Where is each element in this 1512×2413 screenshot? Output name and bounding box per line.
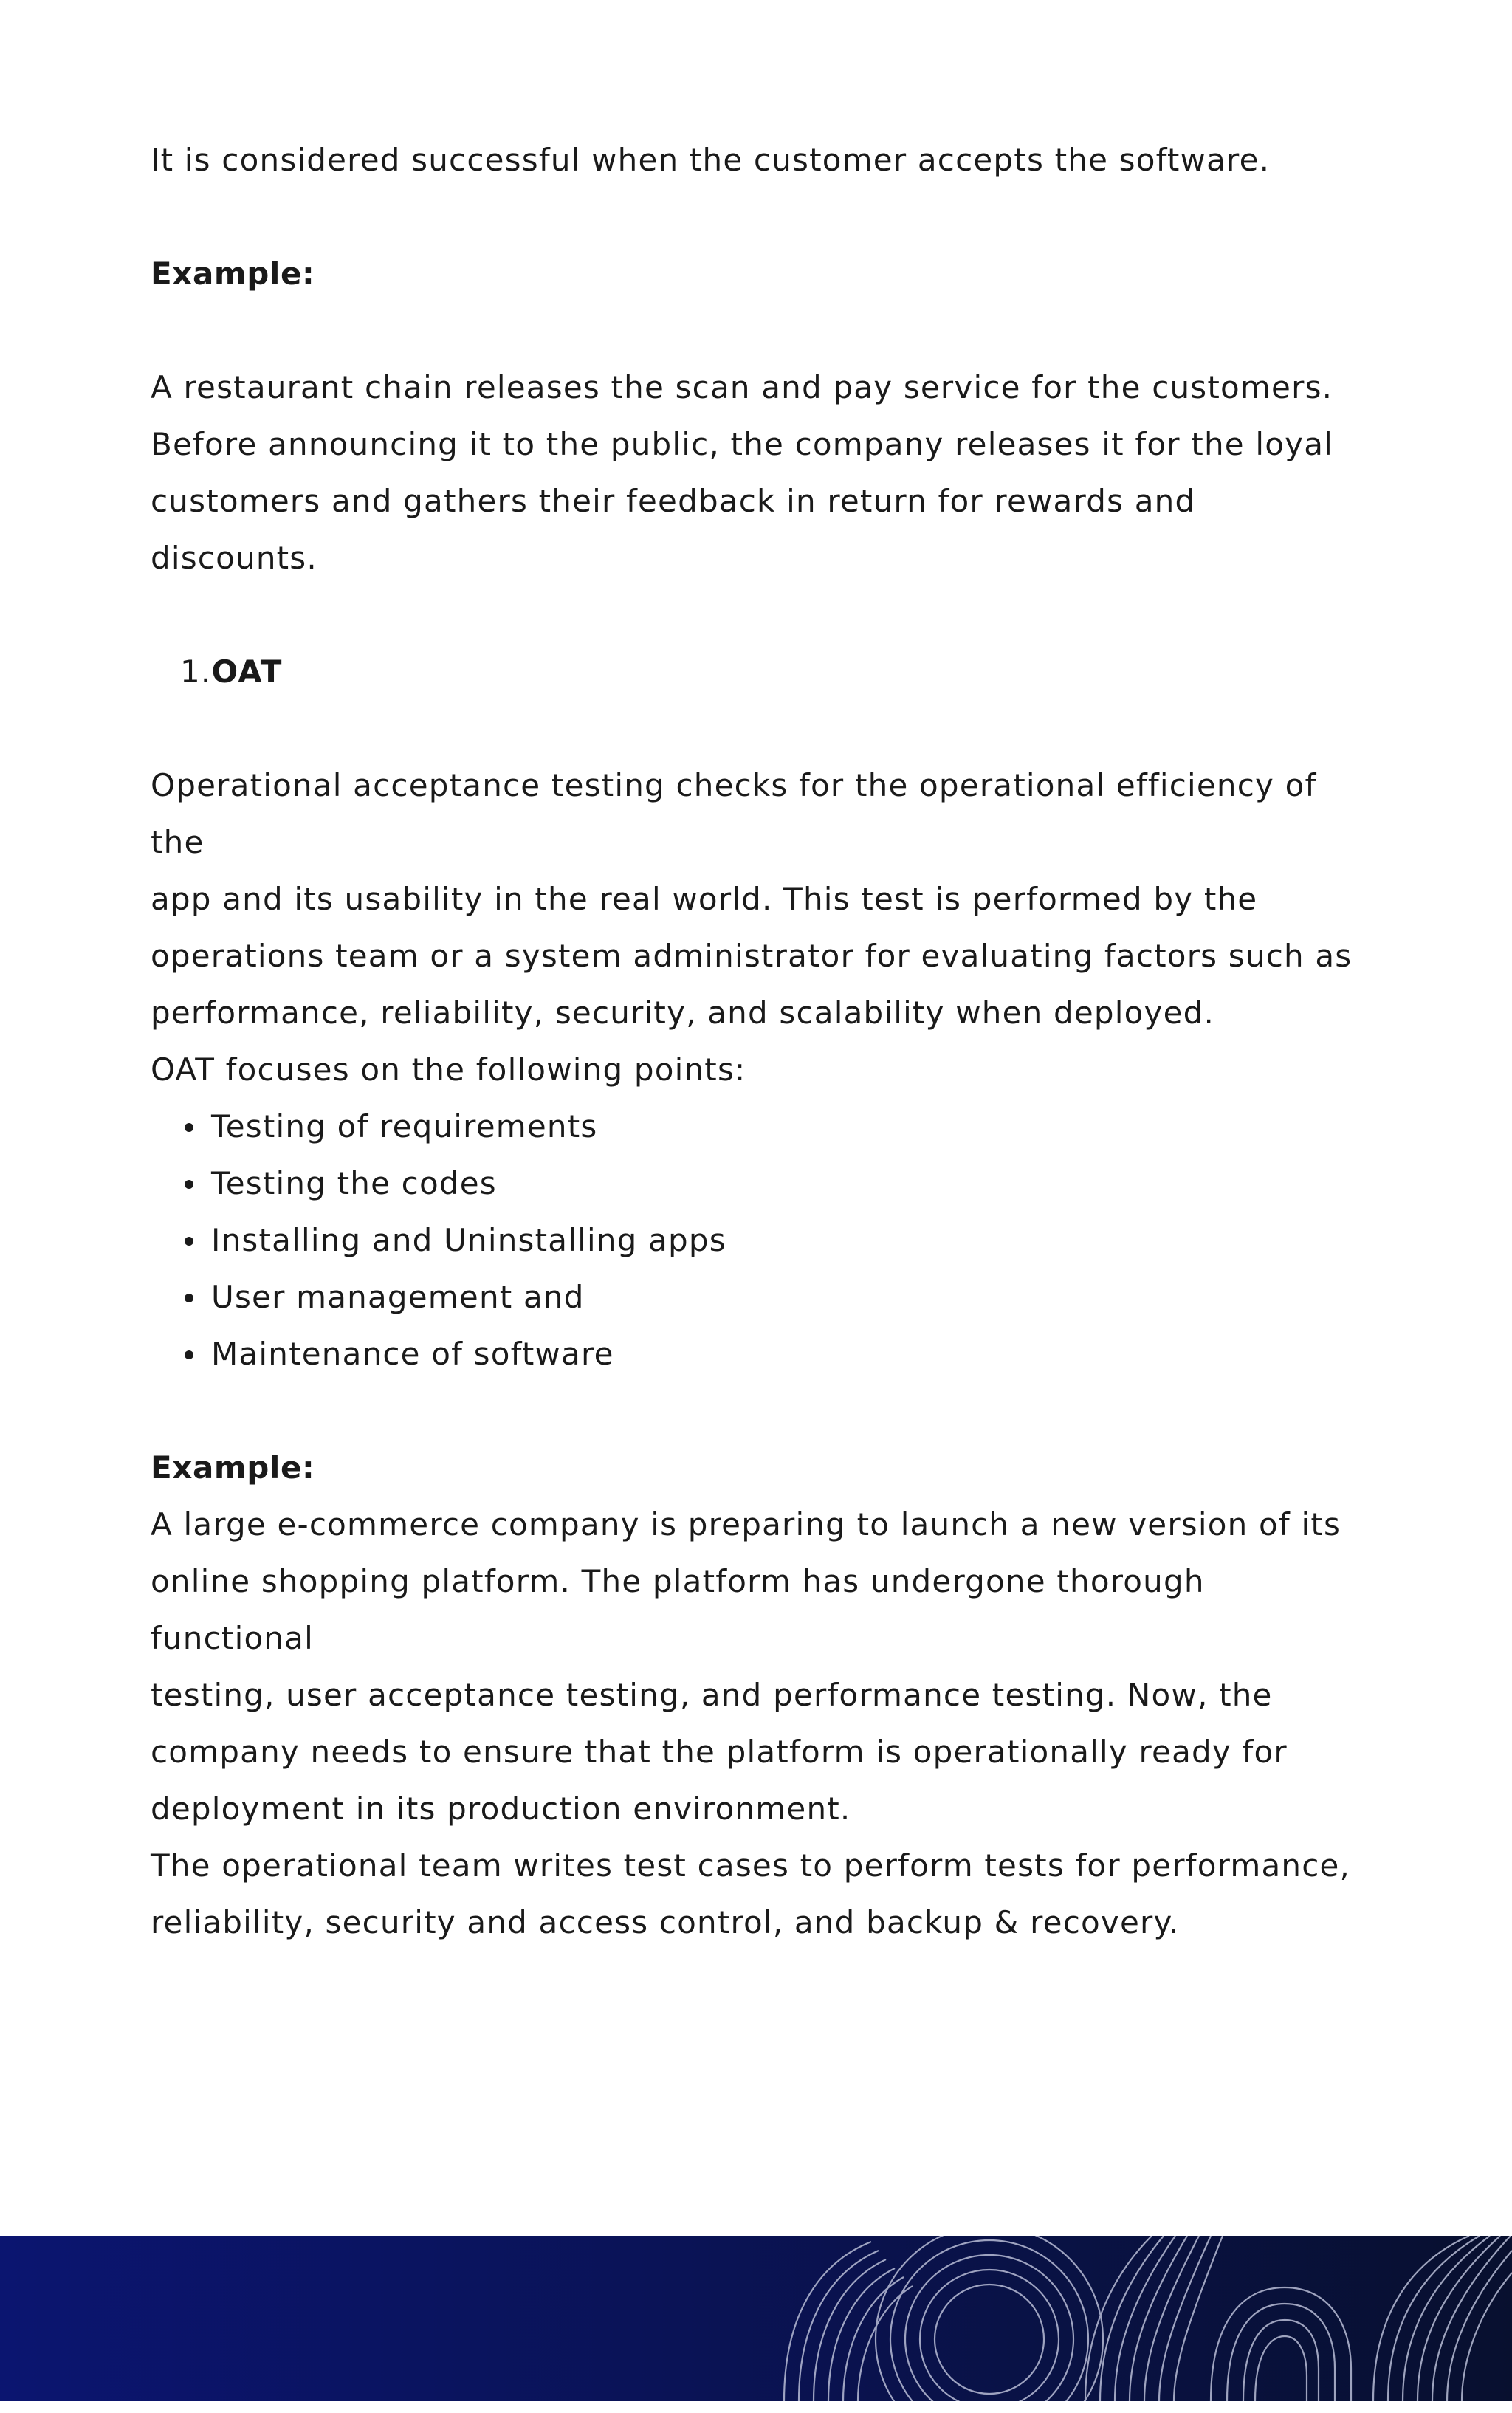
example-2-line: company needs to ensure that the platform is operationally ready for xyxy=(151,1734,1288,1770)
list-item: User management and xyxy=(151,1269,1361,1325)
example-1-line: A restaurant chain releases the scan and pay service for the customers. xyxy=(151,369,1333,405)
section-heading-oat xyxy=(151,643,1361,700)
page-bottom-margin xyxy=(0,2401,1512,2413)
example-heading-2: Example: xyxy=(151,1449,315,1486)
oat-paragraph-line: performance, reliability, security, and scalability when deployed. xyxy=(151,995,1215,1031)
list-item: Installing and Uninstalling apps xyxy=(151,1212,1361,1269)
example-2-line: testing, user acceptance testing, and performance testing. Now, the xyxy=(151,1677,1273,1713)
list-item: Testing of requirements xyxy=(151,1098,1361,1155)
example-heading-1: Example: xyxy=(151,255,315,292)
example-2-line: The operational team writes test cases to perform tests for performance, xyxy=(151,1847,1351,1884)
oat-paragraph-line: app and its usability in the real world. This test is performed by the xyxy=(151,881,1258,917)
list-item: Maintenance of software xyxy=(151,1325,1361,1382)
example-2-line: deployment in its production environment. xyxy=(151,1791,851,1827)
section-title: OAT xyxy=(211,653,283,690)
oat-points-list xyxy=(151,1098,1361,1382)
oat-paragraph-line: Operational acceptance testing checks for the operational efficiency of the xyxy=(151,767,1317,860)
oat-focus-intro: OAT focuses on the following points: xyxy=(151,1051,746,1088)
example-1-line: Before announcing it to the public, the company releases it for the loyal xyxy=(151,426,1333,462)
oat-paragraph-line: operations team or a system administrator for evaluating factors such as xyxy=(151,938,1353,974)
example-2-line: reliability, security and access control, and backup & recovery. xyxy=(151,1904,1180,1940)
example-2-line: A large e-commerce company is preparing to launch a new version of its xyxy=(151,1506,1341,1542)
footer-band xyxy=(0,2236,1512,2401)
example-2-line: online shopping platform. The platform has undergone thorough functional xyxy=(151,1563,1205,1656)
wave-pattern-graphic xyxy=(0,2236,1512,2401)
success-statement: It is considered successful when the customer accepts the software. xyxy=(151,142,1271,178)
document-body xyxy=(151,131,1361,1951)
section-number: 1. xyxy=(180,653,212,690)
list-item: Testing the codes xyxy=(151,1155,1361,1212)
example-1-line: customers and gathers their feedback in return for rewards and discounts. xyxy=(151,483,1196,576)
